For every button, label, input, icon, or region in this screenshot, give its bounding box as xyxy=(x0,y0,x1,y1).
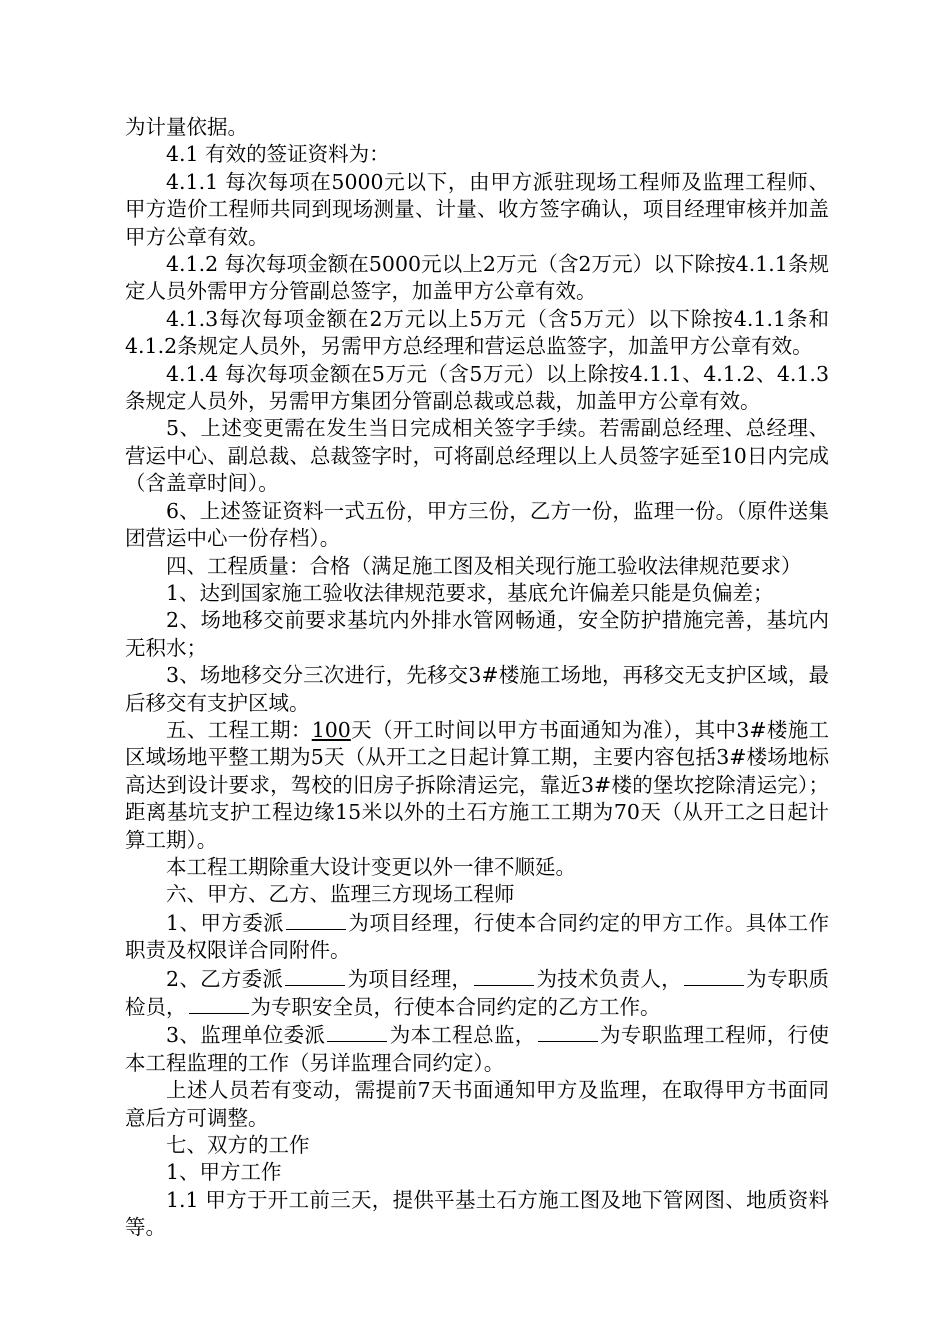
paragraph: 上述人员若有变动，需提前7天书面通知甲方及监理，在取得甲方书面同意后方可调整。 xyxy=(125,1078,829,1130)
section-heading: 六、甲方、乙方、监理三方现场工程师 xyxy=(166,882,515,907)
blank-field xyxy=(327,1021,387,1042)
section-heading: 四、工程质量：合格（满足施工图及相关现行施工验收法律规范要求） xyxy=(166,553,802,578)
blank-field xyxy=(285,965,345,986)
duration-days: 100 xyxy=(311,717,351,742)
paragraph: 4.1.1 每次每项在5000元以下，由甲方派驻现场工程师及监理工程师、甲方造价工程师共同到现场测量、计量、收方签字确认，项目经理审核并加盖甲方公章有效。 xyxy=(125,169,829,249)
text-fragment: 2、乙方委派 xyxy=(166,966,284,991)
paragraph: 6、上述签证资料一式五份，甲方三份，乙方一份，监理一份。（原件送集团营运中心一份存档）。 xyxy=(125,498,829,551)
paragraph: 1、达到国家施工验收法律规范要求，基底允许偏差只能是负偏差； xyxy=(166,580,774,605)
paragraph xyxy=(125,965,829,1022)
paragraph: 3、场地移交分三次进行，先移交3#楼施工场地，再移交无支护区域，最后移交有支护区域。 xyxy=(125,663,829,715)
paragraph: 本工程工期除重大设计变更以外一律不顺延。 xyxy=(166,854,576,879)
paragraph: 1、甲方工作 xyxy=(166,1160,282,1185)
text-fragment: 为本工程总监， xyxy=(389,1023,536,1048)
document-page xyxy=(125,114,829,1242)
text-fragment: 为技术负责人， xyxy=(536,966,682,991)
heading-text: 天（开工时间以甲方书面通知为准），其中3#楼施工区域场地平整工期为5天（从开工之日起计算工期，主要内容包括3#楼场地标高达到设计要求，驾校的旧房子拆除清运完，靠近3#楼的堡坎挖除清运完）；距离基坑支护工程边缘15米以外的土石方施工工期为70天（从开工之日起计算工期）。 xyxy=(125,717,830,852)
blank-field xyxy=(189,993,249,1014)
paragraph: 4.1.4 每次每项金额在5万元（含5万元）以上除按4.1.1、4.1.2、4.1.3条规定人员外，另需甲方集团分管副总裁或总裁，加盖甲方公章有效。 xyxy=(125,361,829,414)
paragraph: 4.1.3每次每项金额在2万元以上5万元（含5万元）以下除按4.1.1条和4.1.2条规定人员外，另需甲方总经理和营运总监签字，加盖甲方公章有效。 xyxy=(125,306,829,359)
paragraph: 1.1 甲方于开工前三天，提供平基土石方施工图及地下管网图、地质资料等。 xyxy=(125,1187,829,1240)
blank-field xyxy=(474,965,534,986)
text-fragment: 为专职安全员，行使本合同约定的乙方工作。 xyxy=(250,995,661,1019)
heading-label: 五、工程工期： xyxy=(166,717,312,742)
section-heading xyxy=(125,717,829,854)
text-fragment: 为项目经理，行使本合同约定的甲方工作。具体工作职责及权限详合同附件。 xyxy=(125,910,829,963)
paragraph: 2、场地移交前要求基坑内外排水管网畅通，安全防护措施完善，基坑内无积水； xyxy=(125,608,829,660)
paragraph: 5、上述变更需在发生当日完成相关签字手续。若需副总经理、总经理、营运中心、副总裁、总裁签字时，可将副总经理以上人员签字延至10日内完成（含盖章时间）。 xyxy=(125,416,829,496)
section-heading: 七、双方的工作 xyxy=(166,1133,310,1158)
paragraph: 4.1 有效的签证资料为： xyxy=(166,142,390,167)
text-fragment: 1、甲方委派 xyxy=(166,910,285,935)
paragraph: 为计量依据。 xyxy=(125,115,248,139)
text-fragment: 为专职监理工程师，行使本工程监理的工作（另详监理合同约定）。 xyxy=(125,1023,830,1075)
blank-field xyxy=(538,1021,598,1042)
paragraph: 4.1.2 每次每项金额在5000元以上2万元（含2万元）以下除按4.1.1条规定人员外需甲方分管副总签字，加盖甲方公章有效。 xyxy=(125,252,829,304)
text-fragment: 为专职质检员， xyxy=(125,966,830,1019)
blank-field xyxy=(286,909,346,930)
text-fragment: 为项目经理， xyxy=(347,966,473,991)
text-fragment: 3、监理单位委派 xyxy=(166,1023,326,1048)
paragraph xyxy=(125,909,829,965)
paragraph xyxy=(125,1021,829,1077)
blank-field xyxy=(684,965,744,986)
